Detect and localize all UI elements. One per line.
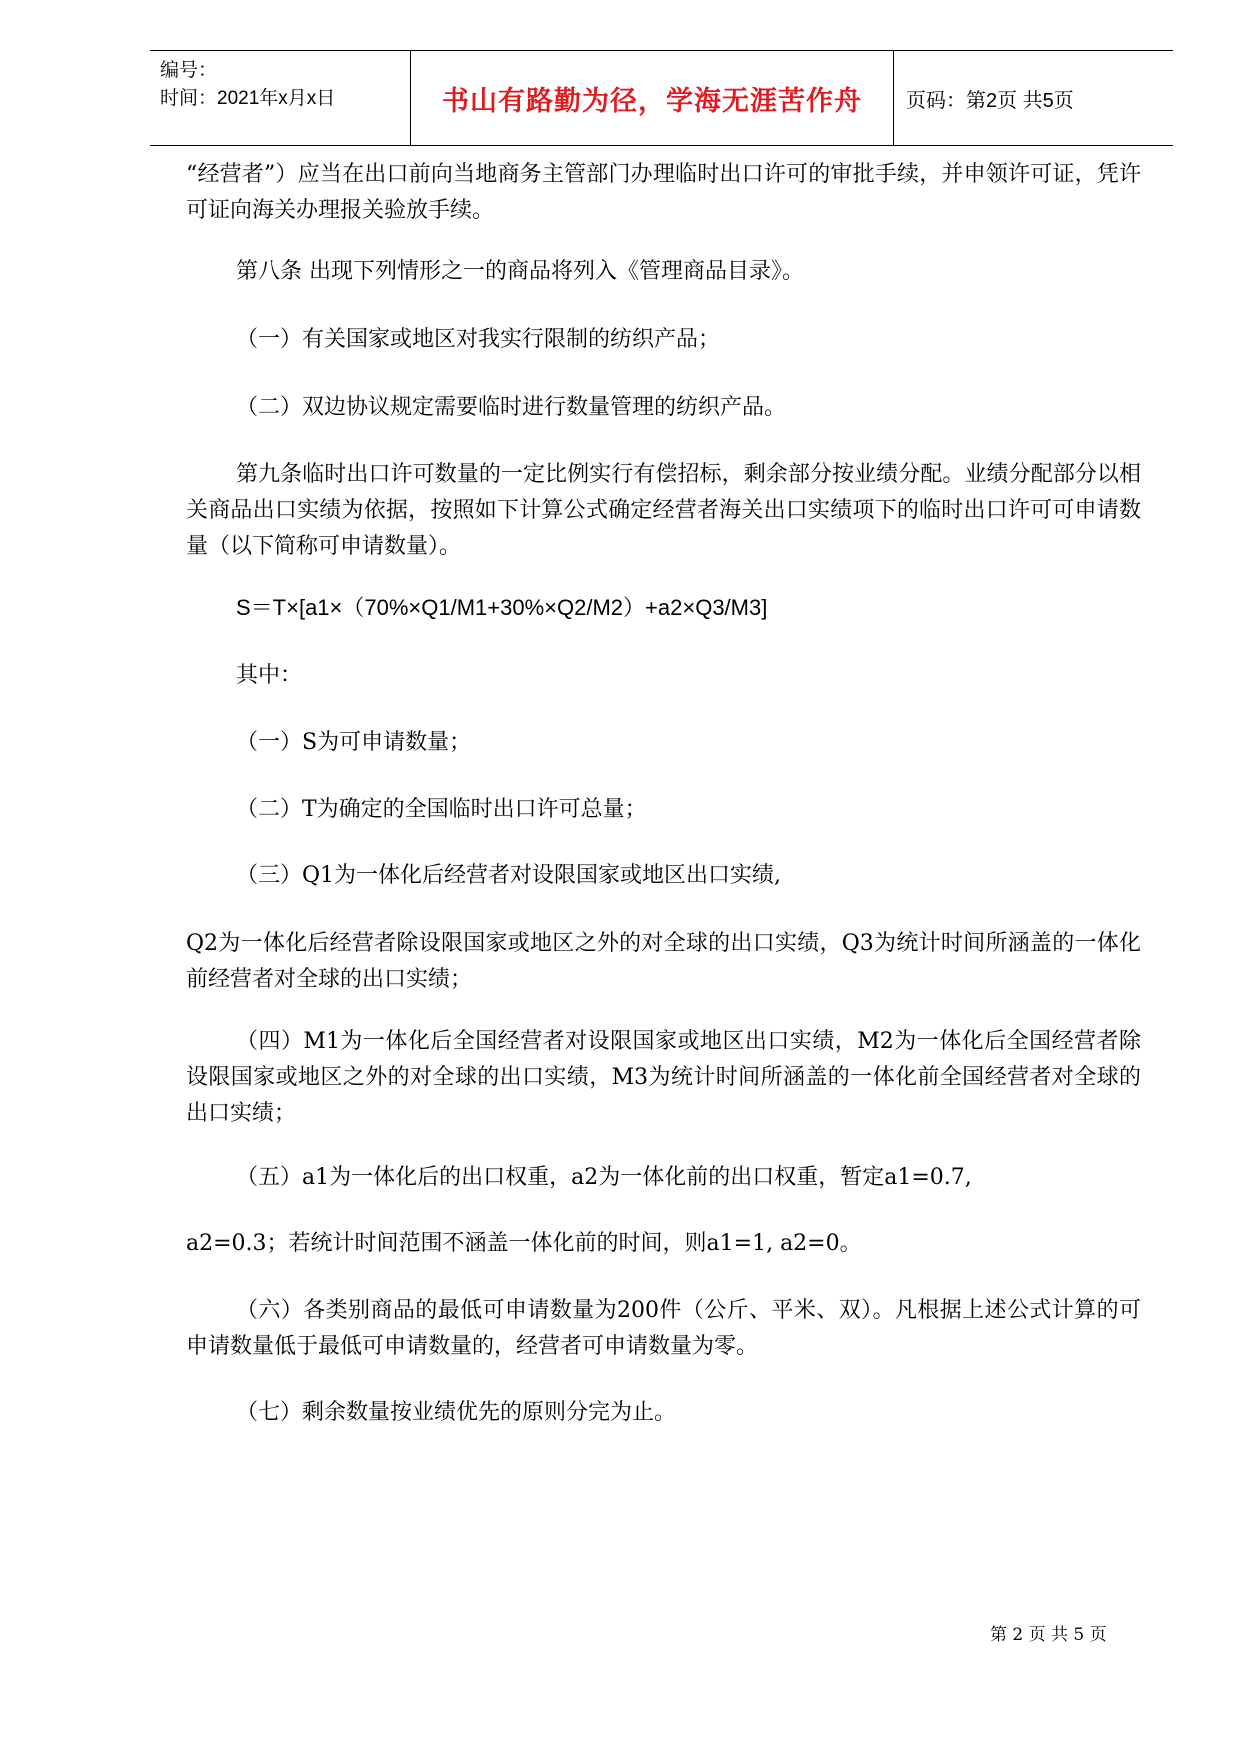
definition-6: （六）各类别商品的最低可申请数量为200件（公斤、平米、双）。凡根据上述公式计算的可申请数量低于最低可申请数量的，经营者可申请数量为零。	[186, 1298, 1141, 1359]
definition-5-continued: a2=0.3；若统计时间范围不涵盖一体化前的时间，则a1=1, a2=0。	[186, 1231, 862, 1256]
page-label: 页码：第2页 共5页	[906, 89, 1074, 112]
article-8-item-1: （一）有关国家或地区对我实行限制的纺织产品；	[236, 327, 721, 352]
header-left-cell	[150, 51, 410, 145]
definition-3: （三）Q1为一体化后经营者对设限国家或地区出口实绩,	[236, 863, 782, 888]
definition-1: （一）S为可申请数量；	[236, 730, 472, 755]
definition-3-continued: Q2为一体化后经营者除设限国家或地区之外的对全球的出口实绩，Q3为统计时间所涵盖的一体化前经营者对全球的出口实绩；	[186, 931, 1141, 992]
where-label: 其中：	[236, 663, 303, 688]
article-9-paragraph: 第九条临时出口许可数量的一定比例实行有偿招标，剩余部分按业绩分配。业绩分配部分以相关商品出口实绩为依据，按照如下计算公式确定经营者海关出口实绩项下的临时出口许可可申请数量（以下简称可申请数量）。	[186, 462, 1141, 559]
definition-2: （二）T为确定的全国临时出口许可总量；	[236, 797, 647, 822]
time-label: 时间：2021年x月x日	[160, 88, 336, 109]
paragraph-continuation: “经营者”）应当在出口前向当地商务主管部门办理临时出口许可的审批手续，并申领许可证，凭许可证向海关办理报关验放手续。	[186, 162, 1141, 223]
definition-5: （五）a1为一体化后的出口权重，a2为一体化前的出口权重，暂定a1=0.7,	[236, 1165, 972, 1190]
page-footer: 第 2 页 共 5 页	[990, 1625, 1107, 1645]
definition-7: （七）剩余数量按业绩优先的原则分完为止。	[236, 1400, 677, 1425]
article-8-heading: 第八条 出现下列情形之一的商品将列入《管理商品目录》。	[236, 259, 804, 284]
page-header	[150, 50, 1173, 146]
motto: 书山有路勤为径，学海无涯苦作舟	[410, 51, 894, 145]
definition-4: （四）M1为一体化后全国经营者对设限国家或地区出口实绩，M2为一体化后全国经营者除设限国家或地区之外的对全球的出口实绩，M3为统计时间所涵盖的一体化前全国经营者对全球的出口实绩；	[186, 1029, 1141, 1126]
number-label: 编号：	[160, 60, 218, 81]
article-8-item-2: （二）双边协议规定需要临时进行数量管理的纺织产品。	[236, 395, 787, 420]
formula: S＝T×[a1×（70%×Q1/M1+30%×Q2/M2）+a2×Q3/M3]	[236, 595, 768, 620]
